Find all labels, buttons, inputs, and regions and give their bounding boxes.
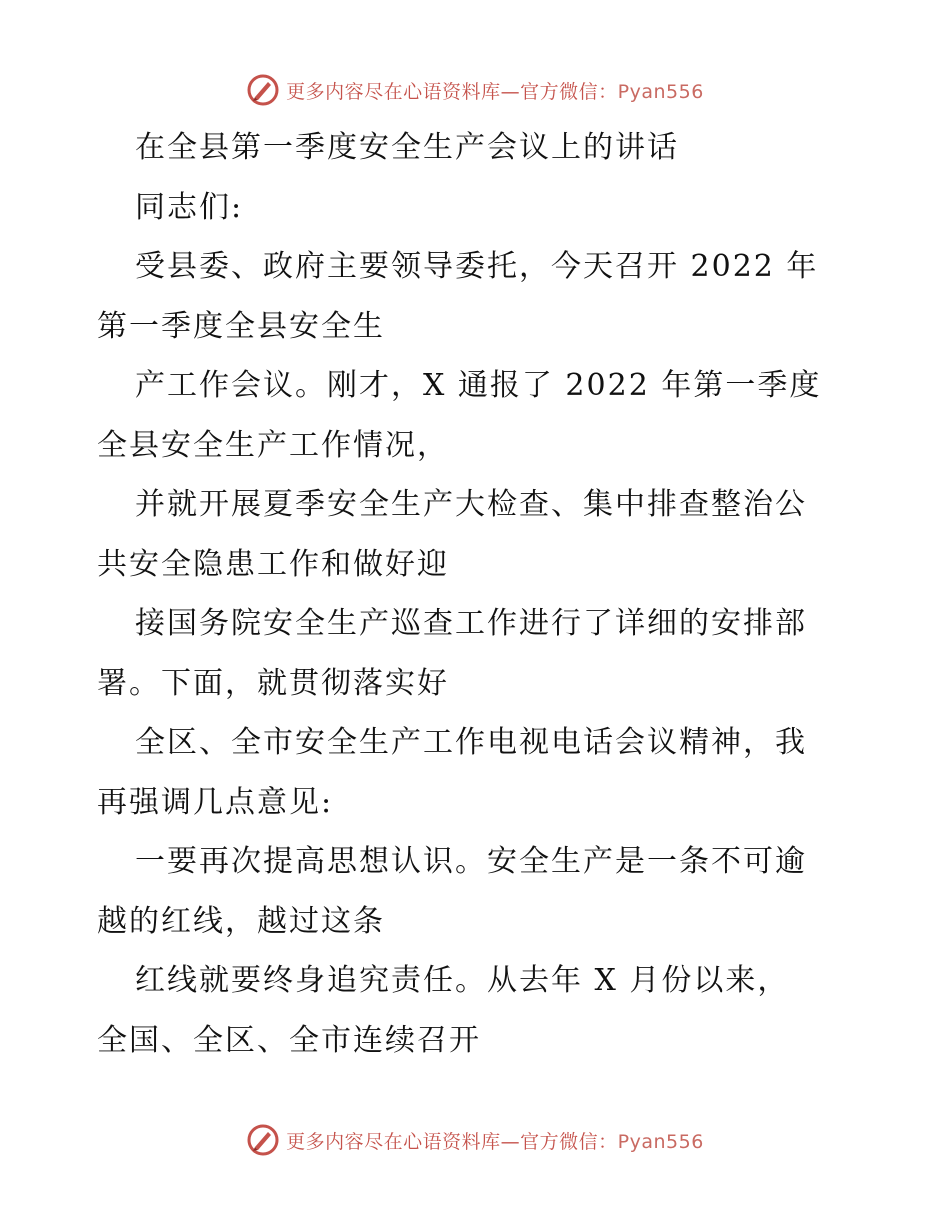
pen-logo-icon <box>246 1123 280 1157</box>
paragraph-line: 越的红线，越过这条 <box>97 903 385 939</box>
paragraph-line: 再强调几点意见: <box>97 784 334 820</box>
paragraph-line: 一要再次提高思想认识。安全生产是一条不可逾 <box>135 844 807 879</box>
paragraph-line: 第一季度全县安全生 <box>97 308 385 344</box>
paragraph-line: 共安全隐患工作和做好迎 <box>97 546 449 582</box>
header-banner-text: 更多内容尽在心语资料库—官方微信：Pyan556 <box>286 80 704 103</box>
salutation: 同志们: <box>135 189 244 225</box>
paragraph-line: 并就开展夏季安全生产大检查、集中排查整治公 <box>135 487 807 522</box>
paragraph-line: 全国、全区、全市连续召开 <box>97 1022 481 1058</box>
paragraph-line: 署。下面，就贯彻落实好 <box>97 665 449 701</box>
document-title: 在全县第一季度安全生产会议上的讲话 <box>135 130 679 165</box>
paragraph-line: 接国务院安全生产巡查工作进行了详细的安排部 <box>135 606 807 641</box>
paragraph-line: 全区、全市安全生产工作电视电话会议精神，我 <box>135 725 807 760</box>
paragraph-line: 受县委、政府主要领导委托，今天召开 2022 年 <box>135 249 819 284</box>
paragraph-line: 全县安全生产工作情况， <box>97 427 449 463</box>
document-body <box>97 118 857 1070</box>
footer-banner-text: 更多内容尽在心语资料库—官方微信：Pyan556 <box>286 1130 704 1153</box>
paragraph-line: 产工作会议。刚才，X 通报了 2022 年第一季度 <box>135 368 822 403</box>
footer-watermark-banner <box>0 1120 950 1160</box>
paragraph-line: 红线就要终身追究责任。从去年 X 月份以来， <box>135 963 790 998</box>
pen-logo-icon <box>246 73 280 107</box>
header-watermark-banner <box>0 70 950 110</box>
